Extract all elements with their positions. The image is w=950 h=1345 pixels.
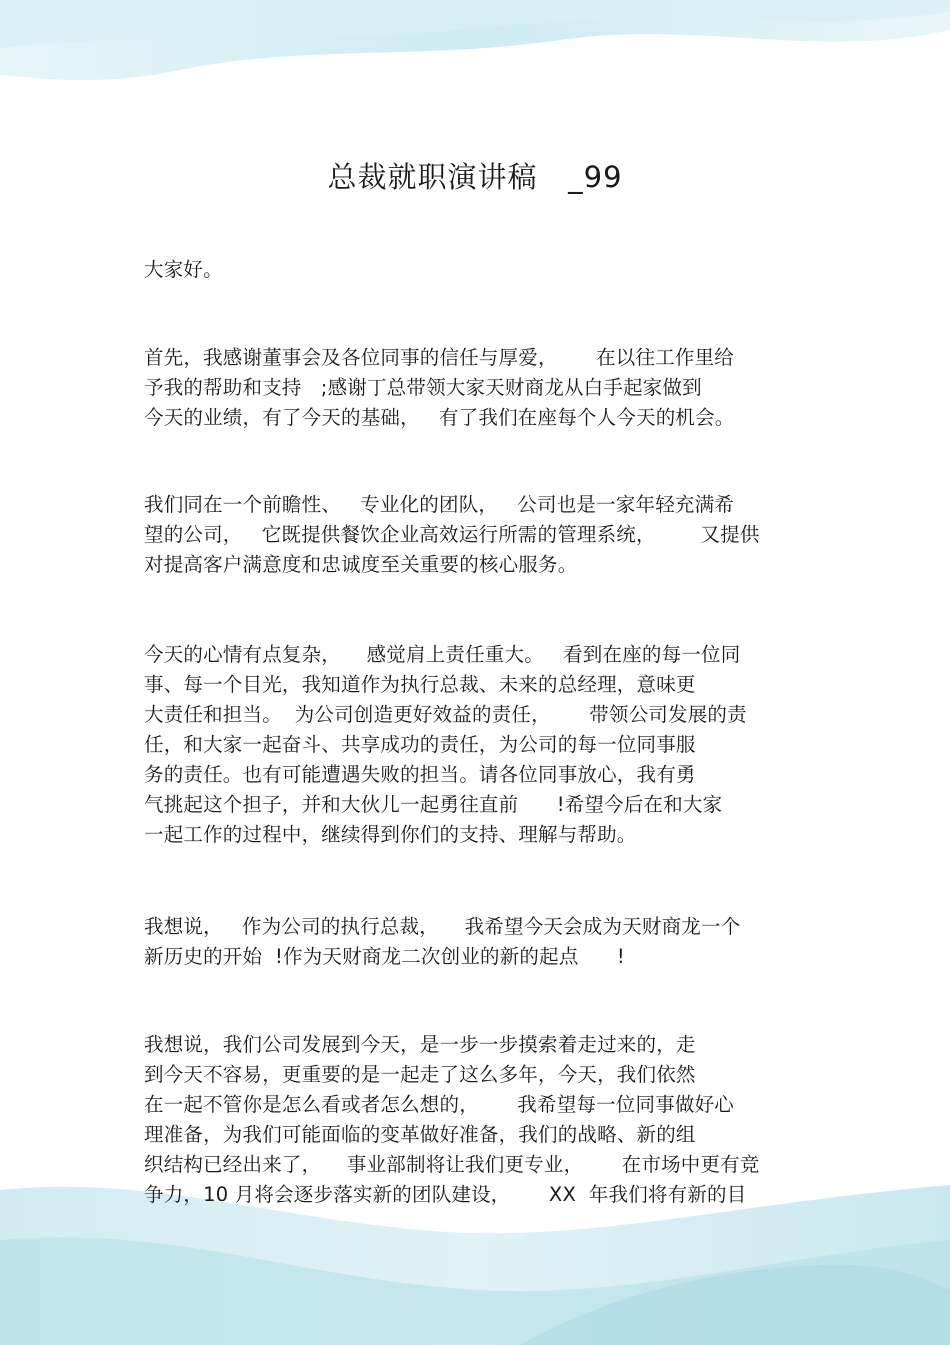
paragraph-line: 织结构已经出来了， 事业部制将让我们更专业， 在市场中更有竞: [144, 1153, 760, 1176]
paragraph-6: [144, 1030, 824, 1210]
paragraph-1: [144, 255, 824, 285]
paragraph-line: 今天的心情有点复杂， 感觉肩上责任重大。 看到在座的每一位同: [144, 643, 741, 666]
paragraph-line: 对提高客户满意度和忠诚度至关重要的核心服务。: [144, 553, 578, 576]
document-title: 总裁就职演讲稿 _99: [327, 160, 623, 194]
paragraph-3: [144, 490, 824, 580]
paragraph-line: 予我的帮助和支持 ;感谢丁总带领大家天财商龙从白手起家做到: [144, 376, 702, 399]
paragraph-line: 大家好。: [144, 258, 223, 281]
paragraph-line: 今天的业绩，有了今天的基础， 有了我们在座每个人今天的机会。: [144, 406, 735, 429]
paragraph-line: 大责任和担当。 为公司创造更好效益的责任， 带领公司发展的责: [144, 703, 747, 726]
paragraph-line: 事、每一个目光，我知道作为执行总裁、未来的总经理，意味更: [144, 673, 696, 696]
paragraph-4: [144, 640, 824, 850]
paragraph-5: [144, 912, 824, 972]
paragraph-2: [144, 343, 824, 433]
paragraph-line: 首先，我感谢董事会及各位同事的信任与厚爱， 在以往工作里给: [144, 346, 734, 369]
paragraph-line: 在一起不管你是怎么看或者怎么想的， 我希望每一位同事做好心: [144, 1093, 734, 1116]
paragraph-line: 新历史的开始 !作为天财商龙二次创业的新的起点 !: [144, 945, 625, 968]
paragraph-line: 务的责任。也有可能遭遇失败的担当。请各位同事放心，我有勇: [144, 763, 696, 786]
paragraph-line: 气挑起这个担子，并和大伙儿一起勇往直前 !希望今后在和大家: [144, 793, 723, 816]
paragraph-line: 望的公司， 它既提供餐饮企业高效运行所需的管理系统， 又提供: [144, 523, 760, 546]
paragraph-line: 任，和大家一起奋斗、共享成功的责任，为公司的每一位同事服: [144, 733, 696, 756]
paragraph-line: 争力，10 月将会逐步落实新的团队建设， XX 年我们将有新的目: [144, 1183, 747, 1206]
paragraph-line: 我们同在一个前瞻性、 专业化的团队， 公司也是一家年轻充满希: [144, 493, 734, 516]
paragraph-line: 理准备，为我们可能面临的变革做好准备，我们的战略、新的组: [144, 1123, 696, 1146]
paragraph-line: 我想说，我们公司发展到今天，是一步一步摸索着走过来的，走: [144, 1033, 696, 1056]
paragraph-line: 我想说， 作为公司的执行总裁， 我希望今天会成为天财商龙一个: [144, 915, 741, 938]
paragraph-line: 到今天不容易，更重要的是一起走了这么多年，今天，我们依然: [144, 1063, 696, 1086]
paragraph-line: 一起工作的过程中，继续得到你们的支持、理解与帮助。: [144, 823, 637, 846]
